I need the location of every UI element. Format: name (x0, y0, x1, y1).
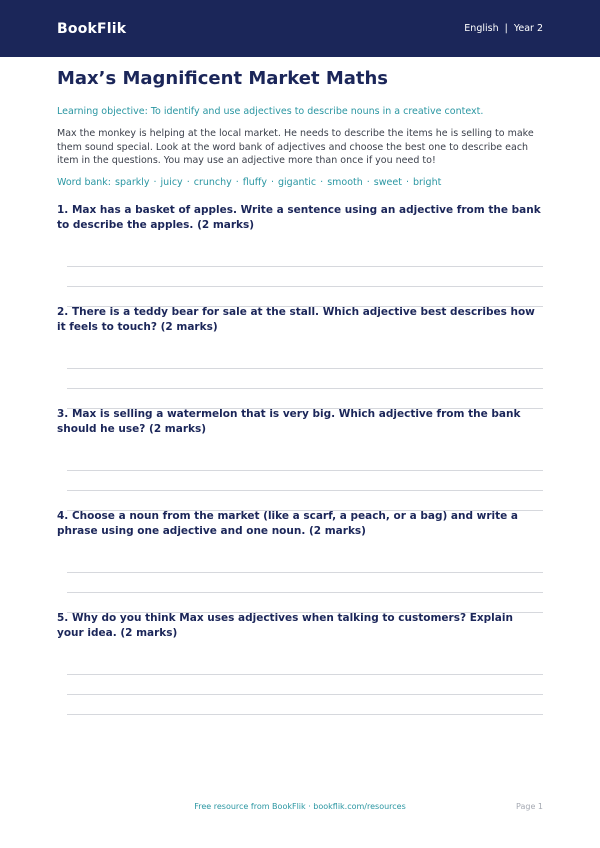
answer-line[interactable] (67, 286, 543, 287)
word-bank-item: crunchy (193, 176, 232, 188)
answer-line[interactable] (67, 674, 543, 675)
word-bank-separator: · (270, 176, 275, 188)
question-4 (57, 509, 543, 538)
word-bank-item: bright (412, 176, 442, 188)
question-text: 1. Max has a basket of apples. Write a sentence using an adjective from the bank to describe the apples. (2 marks) (57, 204, 541, 231)
learning-objective: Learning objective: To identify and use adjectives to describe nouns in a creative context. (57, 106, 484, 117)
word-bank-separator: · (153, 176, 157, 188)
brand-logo[interactable]: BookFlik (57, 20, 127, 37)
word-bank-item: sweet (373, 176, 402, 188)
word-bank-item: smooth (327, 176, 363, 188)
answer-line[interactable] (67, 388, 543, 389)
word-bank-separator: · (320, 176, 324, 188)
header-bar (0, 0, 600, 57)
word-bank (57, 176, 543, 189)
question-text: 2. There is a teddy bear for sale at the stall. Which adjective best describes how it feels to touch? (2 marks) (57, 306, 535, 333)
answer-line[interactable] (67, 714, 543, 715)
page-title: Max’s Magnificent Market Maths (57, 68, 389, 89)
question-3 (57, 407, 543, 436)
word-bank-separator: · (235, 176, 239, 188)
answer-line[interactable] (67, 592, 543, 593)
meta-separator: | (504, 23, 508, 34)
answer-line[interactable] (67, 368, 543, 369)
page-footer (0, 802, 600, 814)
page-number: Page 1 (516, 802, 543, 811)
year-label: Year 2 (513, 23, 543, 34)
footer-link[interactable]: Free resource from BookFlik · bookflik.com/resources (194, 802, 406, 811)
answer-line[interactable] (67, 572, 543, 573)
word-bank-item: fluffy (242, 176, 267, 188)
question-text: 4. Choose a noun from the market (like a scarf, a peach, or a bag) and write a phrase using one adjective and one noun. (2 marks) (57, 510, 519, 537)
intro-paragraph: Max the monkey is helping at the local market. He needs to describe the items he is selling to make them sound special. Look at the word bank of adjectives and choose the best one to describe each item in the questions. You may use an adjective more than once if you need to! (57, 128, 534, 166)
answer-line[interactable] (67, 490, 543, 491)
word-bank-label: Word bank: (57, 176, 112, 188)
answer-line[interactable] (67, 694, 543, 695)
subject-label: English (464, 23, 499, 34)
word-bank-item: juicy (160, 176, 183, 188)
question-text: 3. Max is selling a watermelon that is very big. Which adjective from the bank should he use? (2 marks) (57, 408, 521, 435)
question-5 (57, 611, 543, 640)
question-1 (57, 203, 543, 232)
answer-line[interactable] (67, 470, 543, 471)
intro-section (0, 67, 600, 189)
word-bank-item: sparkly (115, 176, 150, 188)
word-bank-item: gigantic (278, 176, 317, 188)
word-bank-separator: · (366, 176, 370, 188)
subject-meta (464, 23, 543, 34)
word-bank-separator: · (405, 176, 409, 188)
word-bank-separator: · (186, 176, 190, 188)
answer-line[interactable] (67, 266, 543, 267)
question-text: 5. Why do you think Max uses adjectives when talking to customers? Explain your idea. (2 marks) (57, 612, 513, 639)
question-2 (57, 305, 543, 334)
